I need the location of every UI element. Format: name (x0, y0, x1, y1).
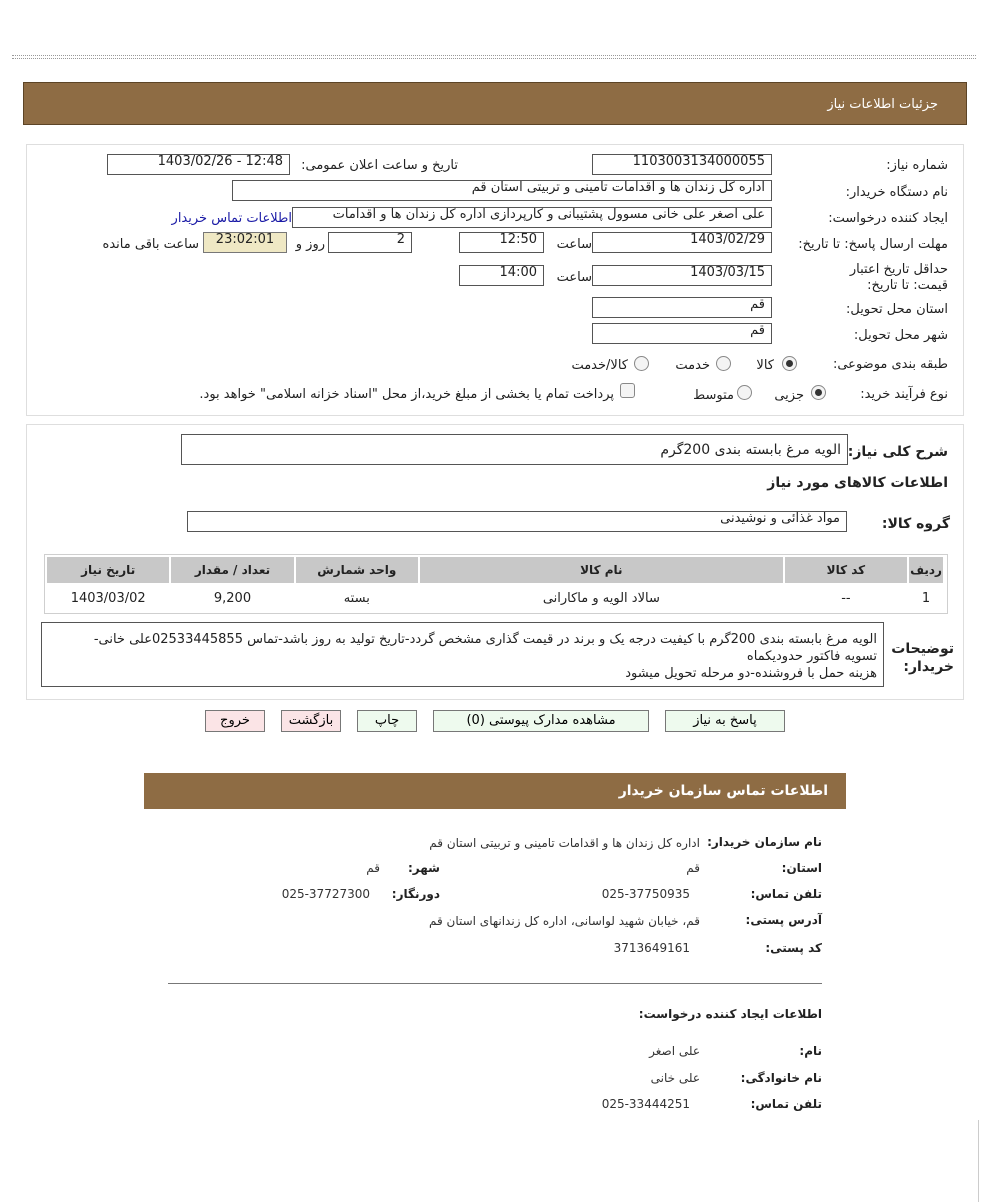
contact-section-title: اطلاعات تماس سازمان خریدار (618, 783, 828, 799)
summary-field: الویه مرغ بابسته بندی 200گرم (181, 434, 848, 465)
goods-table (45, 555, 945, 613)
days-label: روز و (295, 237, 325, 252)
deadline-time-field: 12:50 (459, 232, 544, 253)
buyer-org-label: نام دستگاه خریدار: (845, 185, 948, 200)
treasury-payment-checkbox[interactable] (620, 383, 635, 398)
goods-table-frame (44, 554, 948, 614)
contact-postal-label: کد پستی: (765, 941, 822, 955)
buyer-notes-label: توضیحات خریدار: (891, 641, 954, 675)
category-option-goods-service: کالا/خدمت (571, 358, 628, 373)
contact-divider (168, 983, 822, 984)
requester-info-title: اطلاعات ایجاد کننده درخواست: (638, 1007, 822, 1021)
contact-province-value: قم (686, 861, 700, 875)
attachments-button[interactable]: مشاهده مدارک پیوستی (0) (433, 710, 649, 732)
buyer-notes-line-2: تسویه فاکتور حدودیکماه (746, 649, 877, 664)
validity-date-field: 1403/03/15 (592, 265, 772, 286)
contact-city-value: قم (366, 861, 380, 875)
province-field: قم (592, 297, 772, 318)
cell-code: -- (841, 590, 851, 606)
col-row: ردیف (909, 557, 943, 583)
table-header-row (47, 557, 943, 583)
col-qty: تعداد / مقدار (171, 557, 293, 583)
deadline-label: مهلت ارسال پاسخ: تا تاریخ: (798, 237, 948, 252)
process-radio-minor[interactable] (811, 385, 826, 400)
requester-label: ایجاد کننده درخواست: (828, 211, 948, 226)
category-label: طبقه بندی موضوعی: (832, 357, 948, 372)
requester-phone-value: 025-33444251 (601, 1097, 690, 1111)
process-radio-medium[interactable] (737, 385, 752, 400)
col-unit: واحد شمارش (296, 557, 418, 583)
reply-button[interactable]: پاسخ به نیاز (665, 710, 785, 732)
contact-address-value: قم، خیابان شهید لواسانی، اداره کل زندانهای استان قم (428, 914, 700, 928)
cell-unit: بسته (343, 590, 370, 606)
process-option-medium: متوسط (693, 388, 734, 403)
announce-field: 1403/02/26 - 12:48 (107, 154, 290, 175)
buyer-contact-link[interactable]: اطلاعات تماس خریدار (171, 211, 292, 226)
category-radio-goods[interactable] (782, 356, 797, 371)
city-field: قم (592, 323, 772, 344)
col-date: تاریخ نیاز (47, 557, 169, 583)
print-button[interactable]: چاپ (357, 710, 417, 732)
contact-section-header (144, 773, 846, 809)
province-label: استان محل تحویل: (846, 302, 948, 317)
process-option-minor: جزیی (774, 388, 804, 403)
buyer-notes-field (41, 622, 884, 687)
back-button[interactable]: بازگشت (281, 710, 341, 732)
cell-row: 1 (921, 590, 931, 606)
validity-time-field: 14:00 (459, 265, 544, 286)
contact-province-label: استان: (781, 861, 822, 875)
contact-phone-label: تلفن تماس: (750, 887, 822, 901)
table-row (47, 585, 943, 611)
validity-time-label: ساعت (556, 270, 592, 285)
contact-org-value: اداره کل زندان ها و اقدامات تامینی و تربیتی استان قم (429, 836, 700, 850)
payment-note: پرداخت تمام یا بخشی از مبلغ خرید،از محل "اسناد خزانه اسلامی" خواهد بود. (199, 387, 614, 402)
goods-group-field: مواد غذائی و نوشیدنی (187, 511, 847, 532)
days-field: 2 (328, 232, 412, 253)
contact-city-label: شهر: (408, 861, 440, 875)
category-option-goods: کالا (756, 358, 774, 373)
goods-info-title: اطلاعات کالاهای مورد نیاز (767, 475, 948, 491)
remaining-timer: 23:02:01 (203, 232, 287, 253)
remaining-label: ساعت باقی مانده (102, 237, 199, 252)
right-edge-line (978, 1120, 979, 1202)
category-radio-goods-service[interactable] (634, 356, 649, 371)
top-divider (12, 55, 976, 59)
goods-group-label: گروه کالا: (881, 516, 950, 532)
requester-phone-label: تلفن تماس: (750, 1097, 822, 1111)
contact-fax-value: 025-37727300 (281, 887, 370, 901)
requester-name-label: نام: (799, 1044, 822, 1058)
summary-label: شرح کلی نیاز: (847, 444, 948, 460)
deadline-time-label: ساعت (556, 237, 592, 252)
cell-date: 1403/03/02 (70, 590, 146, 606)
category-option-service: خدمت (675, 358, 710, 373)
contact-phone-value: 025-37750935 (601, 887, 690, 901)
process-label: نوع فرآیند خرید: (860, 387, 948, 402)
page-header (23, 82, 967, 125)
requester-family-value: علی خانی (650, 1071, 700, 1085)
city-label: شهر محل تحویل: (853, 328, 948, 343)
requester-field: علی اصغر علی خانی مسوول پشتیبانی و کارپردازی اداره کل زندان ها و اقدامات (292, 207, 772, 228)
contact-org-label: نام سازمان خریدار: (707, 835, 822, 849)
requester-name-value: علی اصغر (649, 1044, 700, 1058)
buyer-org-field: اداره کل زندان ها و اقدامات تامینی و تربیتی استان قم (232, 180, 772, 201)
buyer-notes-line-3: هزینه حمل با فروشنده-دو مرحله تحویل میشود (625, 666, 877, 681)
page-title: جزئیات اطلاعات نیاز (827, 97, 938, 112)
validity-label: حداقل تاریخ اعتبار قیمت: تا تاریخ: (849, 262, 948, 293)
contact-postal-value: 3713649161 (613, 941, 690, 955)
contact-fax-label: دورنگار: (391, 887, 440, 901)
cell-name: سالاد الویه و ماکارانی (542, 590, 660, 606)
announce-label: تاریخ و ساعت اعلان عمومی: (301, 158, 458, 173)
need-number-field: 1103003134000055 (592, 154, 772, 175)
deadline-date-field: 1403/02/29 (592, 232, 772, 253)
col-code: کد کالا (785, 557, 907, 583)
cell-qty: 9,200 (213, 590, 252, 606)
exit-button[interactable]: خروج (205, 710, 265, 732)
requester-family-label: نام خانوادگی: (740, 1071, 822, 1085)
col-name: نام کالا (420, 557, 783, 583)
buyer-notes-line-1: الویه مرغ بابسته بندی 200گرم با کیفیت درجه یک و برند در قیمت گذاری مشخص گردد-تاریخ تولید به روز باشد-تماس 02533445855علی خانی- (93, 632, 877, 647)
category-radio-service[interactable] (716, 356, 731, 371)
need-number-label: شماره نیاز: (886, 158, 948, 173)
contact-address-label: آدرس پستی: (745, 913, 822, 927)
